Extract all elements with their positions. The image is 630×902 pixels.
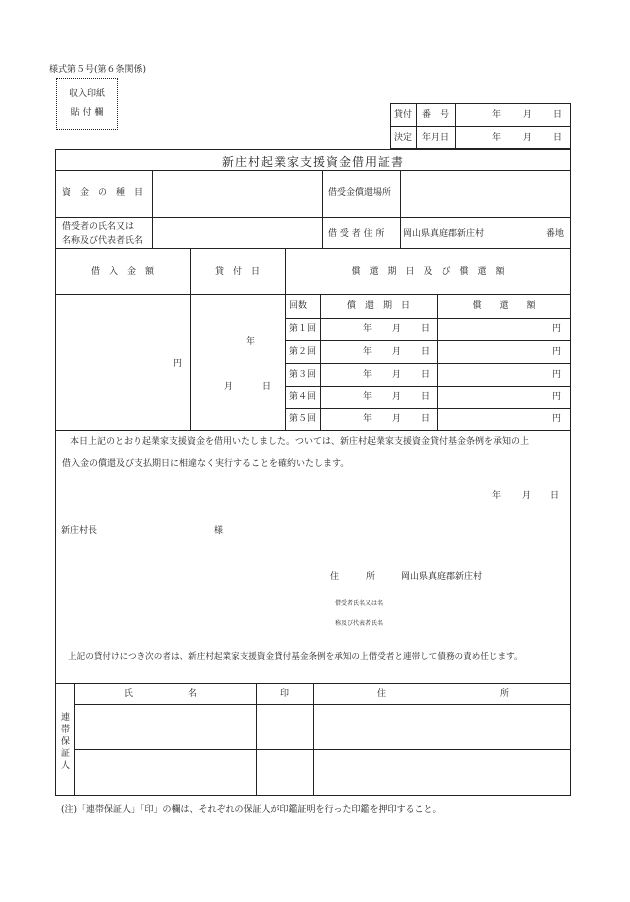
loan-date-hi: 日 [262,382,272,392]
repay-row-2-nen: 年 [363,347,373,357]
repay-row-3-tsuki: 月 [392,370,402,380]
repay-place-field[interactable] [401,171,570,217]
borrower-address-banchi: 番地 [546,229,565,239]
repay-row-5-tsuki: 月 [392,414,402,424]
repay-row-4-tsuki: 月 [392,392,402,402]
form-number: 様式第５号(第６条関係) [49,65,147,75]
borrower-address-value: 岡山県真庭郡新庄村 [403,229,485,239]
guarantor-2-name-field[interactable] [75,750,255,795]
footnote: (注)「連帯保証人」「印」の欄は、それぞれの保証人が印鑑証明を行った印鑑を押印すること。 [61,805,442,815]
borrower-addr-label: 住 所 [330,572,376,582]
revenue-stamp-box [56,78,118,130]
repay-row-4-hi: 日 [421,392,431,402]
declaration-tsuki: 月 [522,491,532,501]
guarantor-header-name-1: 氏 [124,689,134,699]
repay-row-5-label: 第５回 [289,414,317,424]
admin-r2-nen: 年 [492,133,502,143]
declaration-line-2: 借入金の償還及び支払期日に相違なく実行することを確約いたします。 [62,459,350,469]
guarantor-1-name-field[interactable] [75,705,255,748]
admin-r1-hi: 日 [553,110,563,120]
repay-row-5-yen: 円 [552,414,562,424]
repay-row-3-nen: 年 [363,370,373,380]
label-borrower-name-2: 名称及び代表者氏名 [62,236,144,246]
stamp-label-1: 収入印紙 [68,89,105,99]
guarantor-header-addr-1: 住 [377,689,387,699]
mayor-label: 新庄村長 [61,526,98,536]
page-title: 新庄村起業家支援資金借用証書 [221,155,404,169]
declaration-nen: 年 [492,491,502,501]
loan-amount-yen: 円 [173,359,183,369]
repay-row-2-tsuki: 月 [392,347,402,357]
subheader-repay-amount: 償 還 額 [472,301,536,311]
loan-date-nen: 年 [246,337,256,347]
borrower-name-label-1: 借受者氏名又は名 [335,600,384,607]
borrower-addr-value: 岡山県真庭郡新庄村 [401,572,483,582]
label-fund-type: 資 金 の 種 目 [62,188,144,198]
repay-row-3-hi: 日 [421,370,431,380]
guarantor-side-4: 証 [61,749,71,759]
guarantor-header-seal: 印 [279,689,289,699]
label-borrower-address: 借 受 者 住 所 [328,229,385,239]
repay-row-2-hi: 日 [421,347,431,357]
declaration-line-1: 本日上記のとおり起業家支援資金を借用いたしました。ついては、新庄村起業家支援資金貸付基金条例を承知の上 [70,437,530,447]
header-loan-amount: 借 入 金 額 [90,267,154,277]
repay-row-1-hi: 日 [421,324,431,334]
repay-row-5-hi: 日 [421,414,431,424]
guarantor-2-address-field[interactable] [314,750,570,795]
guarantor-1-seal-field[interactable] [257,705,312,748]
repay-row-1-yen: 円 [552,324,562,334]
admin-field-bango: 番 号 [422,110,450,120]
repay-row-2-label: 第２回 [289,347,317,357]
guarantor-side-5: 人 [61,761,71,771]
admin-label-kettei: 決定 [394,133,413,143]
repay-row-1-label: 第１回 [289,324,317,334]
admin-r2-tsuki: 月 [523,133,533,143]
loan-date-field[interactable] [191,295,284,429]
guarantor-2-seal-field[interactable] [257,750,312,795]
subheader-due-date: 償 還 期 日 [346,301,410,311]
header-repayment: 償 還 期 日 及 び 償 還 額 [351,267,505,277]
borrower-name-label-2: 称及び代表者氏名 [335,620,384,627]
loan-amount-field[interactable] [56,295,189,429]
repay-row-1-tsuki: 月 [392,324,402,334]
guarantor-text: 上記の貸付けにつき次の者は、新庄村起業家支援資金貸付基金条例を承知の上借受者と連帯して債務の責め任じます。 [68,652,523,662]
declaration-hi: 日 [550,491,560,501]
stamp-label-2: 貼 付 欄 [70,108,104,118]
admin-r2-hi: 日 [553,133,563,143]
guarantor-1-address-field[interactable] [314,705,570,748]
repay-row-2-yen: 円 [552,347,562,357]
guarantor-side-3: 保 [61,737,71,747]
admin-r1-tsuki: 月 [523,110,533,120]
repay-row-4-yen: 円 [552,392,562,402]
repay-row-4-label: 第４回 [289,392,317,402]
admin-field-nengappi: 年月日 [422,133,450,143]
guarantor-side-1: 連 [61,713,71,723]
subheader-count: 回数 [289,301,308,311]
mayor-sama: 様 [214,526,224,536]
repay-row-1-nen: 年 [363,324,373,334]
repay-row-4-nen: 年 [363,392,373,402]
repay-row-3-label: 第３回 [289,370,317,380]
fund-type-field[interactable] [153,171,321,217]
repay-row-5-nen: 年 [363,414,373,424]
header-loan-date: 貸 付 日 [214,267,260,277]
guarantor-header-addr-2: 所 [500,689,510,699]
repay-row-3-yen: 円 [552,370,562,380]
loan-date-tsuki: 月 [224,382,234,392]
label-borrower-name-1: 借受者の氏名又は [62,222,135,232]
guarantor-header-name-2: 名 [188,689,198,699]
guarantor-side-2: 帯 [61,725,71,735]
admin-r1-nen: 年 [492,110,502,120]
admin-label-kashitsuke: 貸付 [394,110,413,120]
borrower-name-field[interactable] [153,218,321,247]
label-repay-place: 借受金償還場所 [328,188,392,198]
